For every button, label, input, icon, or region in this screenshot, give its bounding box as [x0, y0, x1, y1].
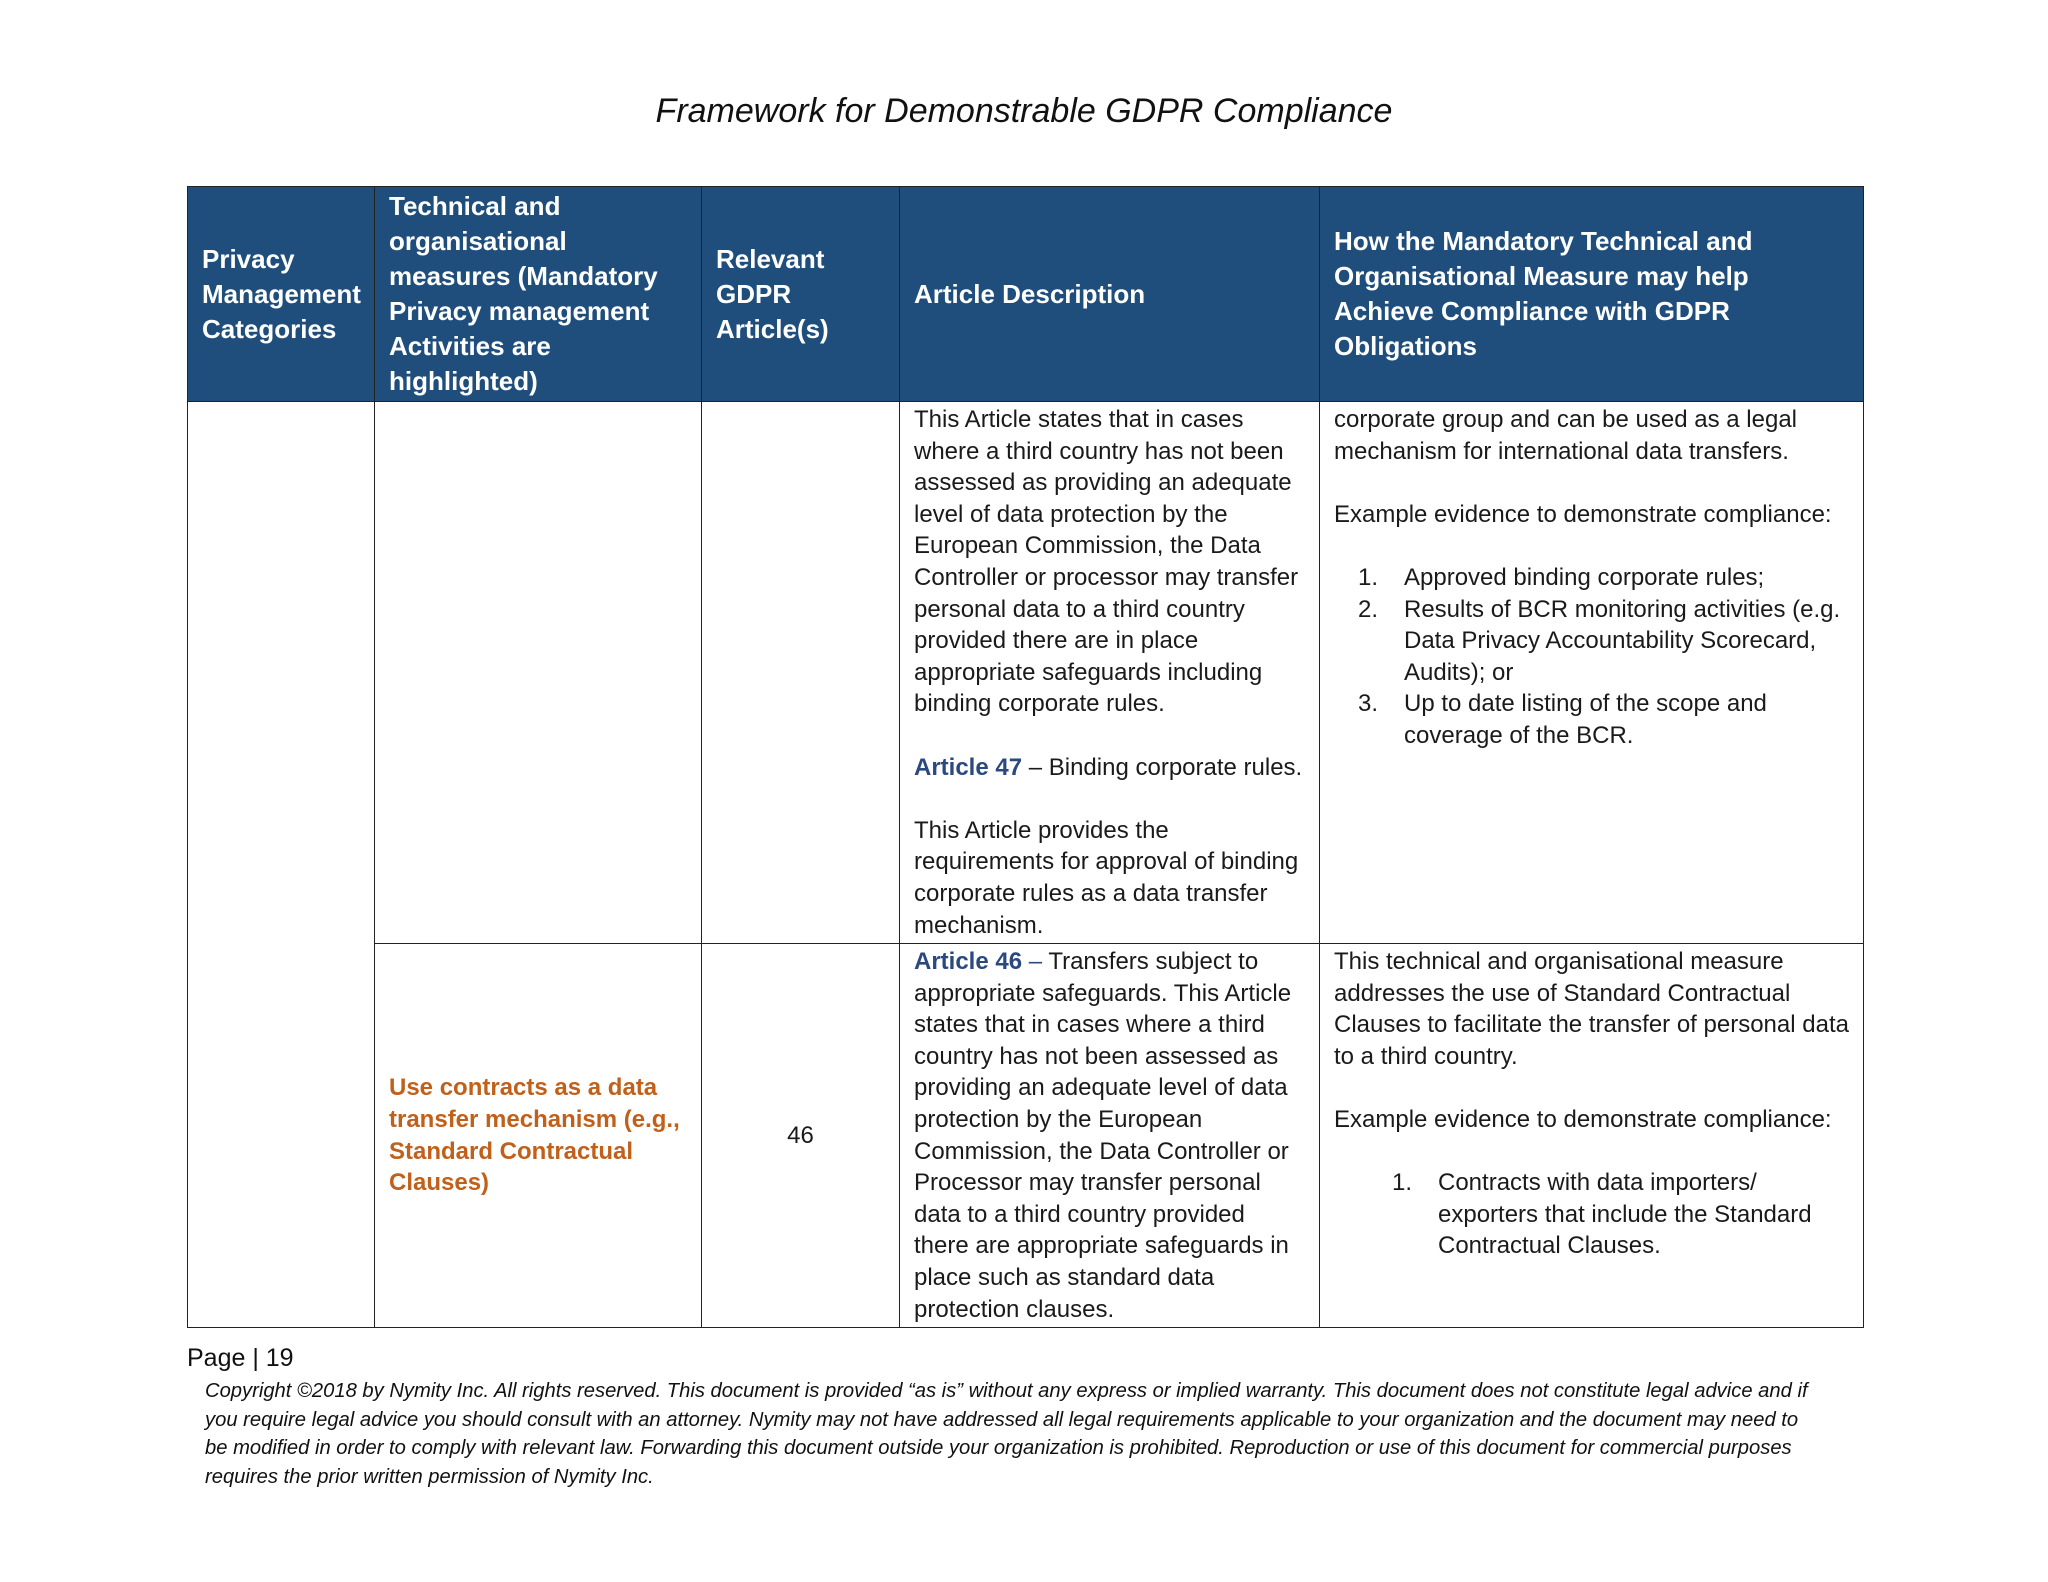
header-privacy-categories: Privacy Management Categories: [188, 187, 375, 402]
list-item: 1. Approved binding corporate rules;: [1358, 563, 1765, 591]
article-47-reference: Article 47: [914, 753, 1023, 781]
article-47-description: This Article provides the requirements for approval of binding corporate rules as a data transfer mechanism.: [914, 816, 1299, 939]
mandatory-measure-text: Use contracts as a data transfer mechanism (e.g., Standard Contractual Clauses): [389, 1074, 680, 1197]
article-46-line: Article 46 – Transfers subject to appropriate safeguards. This Article states that in cases where a third country has not been assessed as providing an adequate level of data protection by the European Commission, the Data Controller or Processor may transfer personal data to a third country provided there are appropriate safeguards in place such as standard data protection clauses.: [914, 948, 1292, 1323]
article-46-reference: Article 46: [914, 948, 1023, 976]
list-item: 1. Contracts with data importers/ exporters that include the Standard Contractual Clauses.: [1392, 1169, 1812, 1260]
article-description-cell: [900, 402, 1320, 944]
copyright-notice: Copyright ©2018 by Nymity Inc. All rights reserved. This document is provided “as is” without any express or implied warranty. This document does not constitute legal advice and if you require legal advice you should consult with an attorney. Nymity may not have addressed all legal requirements applicable to your organization and the document may need to be modified in order to comply with relevant law. Forwarding this document outside your organization is prohibited. Reproduction or use of this document for commercial purposes requires the prior written permission of Nymity Inc.: [205, 1380, 1808, 1488]
header-gdpr-articles: Relevant GDPR Article(s): [702, 187, 900, 402]
article-47-title: – Binding corporate rules.: [1022, 753, 1303, 781]
table-row: [188, 944, 1864, 1328]
privacy-category-cell: [188, 402, 375, 1328]
header-compliance-help: How the Mandatory Technical and Organisational Measure may help Achieve Compliance with GDPR Obligations: [1320, 187, 1864, 402]
header-technical-measures: Technical and organisational measures (Mandatory Privacy management Activities are highlighted): [375, 187, 702, 402]
article-47-line: [914, 752, 1305, 784]
article-number-cell: 46: [702, 944, 900, 1328]
evidence-list: [1334, 1167, 1849, 1262]
list-item: 2. Results of BCR monitoring activities (e.g. Data Privacy Accountability Scorecard, Audits); or: [1358, 595, 1841, 686]
evidence-list: [1334, 562, 1849, 752]
evidence-label: Example evidence to demonstrate compliance:: [1334, 500, 1832, 528]
header-article-description: Article Description: [900, 187, 1320, 402]
article-46-description: Transfers subject to appropriate safeguards. This Article states that in cases where a third country has not been assessed as providing an adequate level of data protection by the European Commission, the Data Controller or Processor may transfer personal data to a third country provided there are appropriate safeguards in place such as standard data protection clauses.: [914, 948, 1292, 1323]
measure-cell: [375, 944, 702, 1328]
evidence-label: Example evidence to demonstrate compliance:: [1334, 1106, 1832, 1134]
article-number-cell: [702, 402, 900, 944]
table-header-row: [188, 187, 1864, 402]
article-description-text: This Article states that in cases where a third country has not been assessed as providing an adequate level of data protection by the European Commission, the Data Controller or processor may transfer personal data to a third country provided there are in place appropriate safeguards including binding corporate rules.: [914, 406, 1299, 718]
article-description-cell: [900, 944, 1320, 1328]
measure-cell: [375, 402, 702, 944]
compliance-text: This technical and organisational measure addresses the use of Standard Contractual Clauses to facilitate the transfer of personal data to a third country.: [1334, 948, 1849, 1070]
compliance-text: corporate group and can be used as a legal mechanism for international data transfers.: [1334, 406, 1797, 465]
compliance-cell: [1320, 402, 1864, 944]
page-number: Page | 19: [187, 1344, 294, 1372]
compliance-table: [187, 186, 1864, 1328]
page-title: Framework for Demonstrable GDPR Compliance: [655, 92, 1393, 130]
table-row: [188, 402, 1864, 944]
compliance-cell: [1320, 944, 1864, 1328]
list-item: 3. Up to date listing of the scope and coverage of the BCR.: [1358, 690, 1767, 749]
